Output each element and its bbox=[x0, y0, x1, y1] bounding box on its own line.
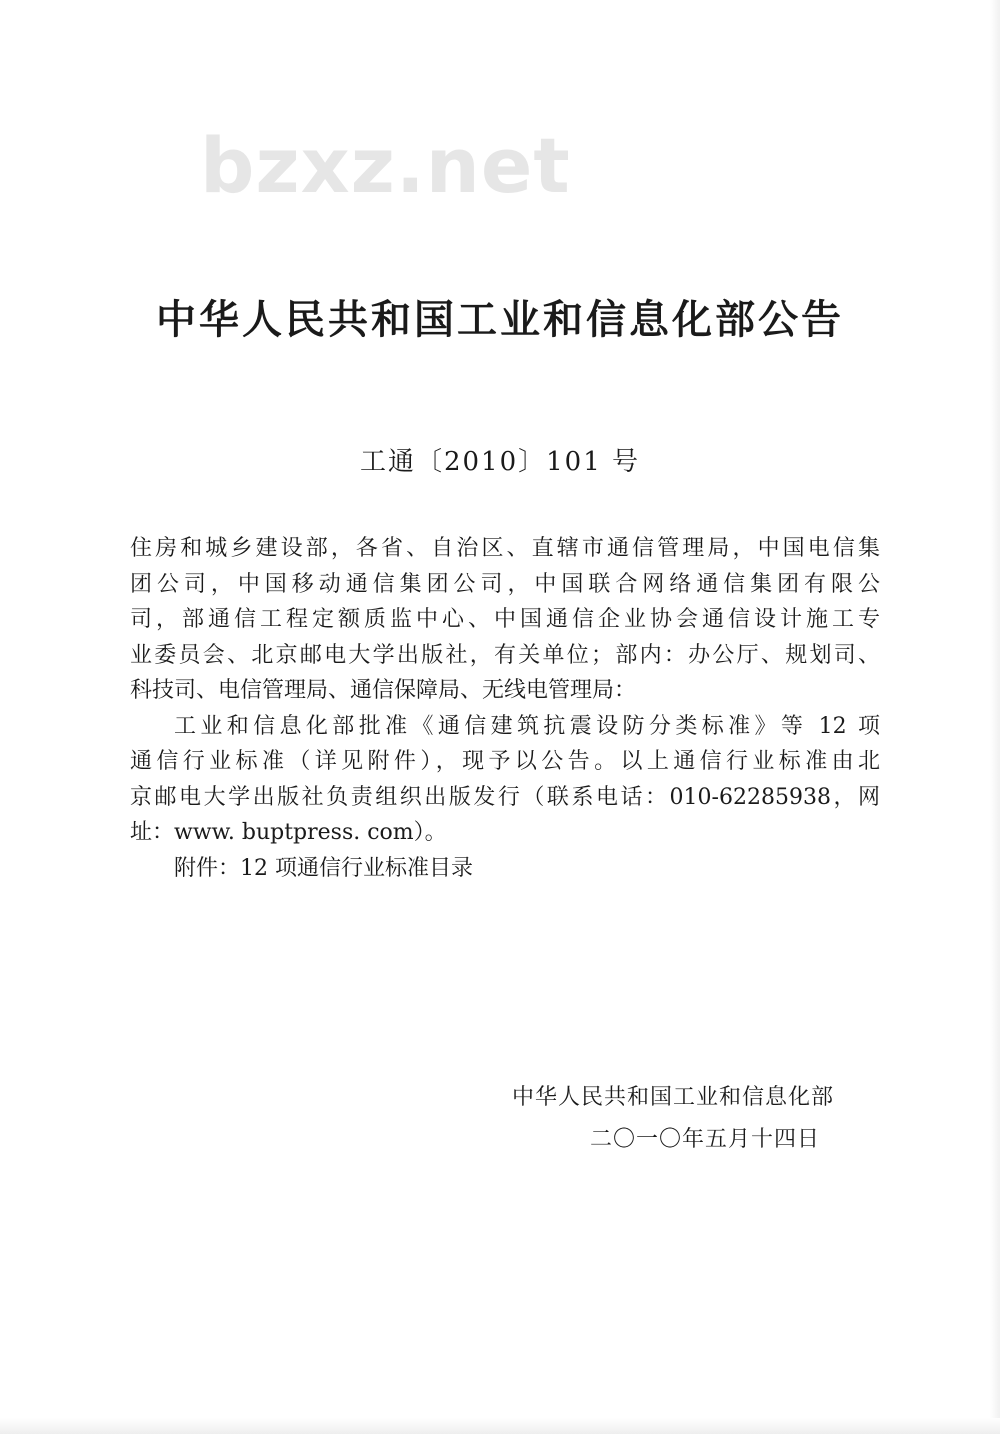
page-edge-shadow bbox=[990, 0, 1000, 1434]
signing-date: 二〇一〇年五月十四日 bbox=[590, 1127, 821, 1152]
announcement-line: 址：www. buptpress. com）。 bbox=[130, 820, 447, 845]
announcement-line: 京邮电大学出版社负责组织出版发行（联系电话：010-62285938，网 bbox=[130, 784, 880, 810]
attachment-note: 附件：12 项通信行业标准目录 bbox=[174, 855, 473, 881]
announcement-title: 中华人民共和国工业和信息化部公告 bbox=[156, 297, 844, 343]
recipients-line: 科技司、电信管理局、通信保障局、无线电管理局： bbox=[130, 678, 637, 703]
recipients-line: 团公司，中国移动通信集团公司，中国联合网络通信集团有限公 bbox=[130, 571, 880, 597]
watermark: bzxz.net bbox=[200, 121, 571, 210]
recipients-paragraph bbox=[130, 531, 880, 709]
recipients-line: 业委员会、北京邮电大学出版社，有关单位；部内：办公厅、规划司、 bbox=[130, 642, 880, 668]
document-number: 工通〔2010〕101 号 bbox=[359, 447, 641, 477]
signing-organization: 中华人民共和国工业和信息化部 bbox=[512, 1085, 835, 1110]
announcement-body bbox=[130, 531, 880, 886]
announcement-line: 通信行业标准（详见附件），现予以公告。以上通信行业标准由北 bbox=[130, 749, 880, 774]
recipients-line: 司，部通信工程定额质监中心、中国通信企业协会通信设计施工专 bbox=[130, 607, 880, 632]
announcement-line: 工业和信息化部批准《通信建筑抗震设防分类标准》等 12 项 bbox=[174, 713, 880, 739]
announcement-paragraph bbox=[130, 709, 880, 851]
recipients-line: 住房和城乡建设部，各省、自治区、直辖市通信管理局，中国电信集 bbox=[130, 536, 880, 561]
page-bottom-shadow bbox=[0, 1418, 1000, 1434]
